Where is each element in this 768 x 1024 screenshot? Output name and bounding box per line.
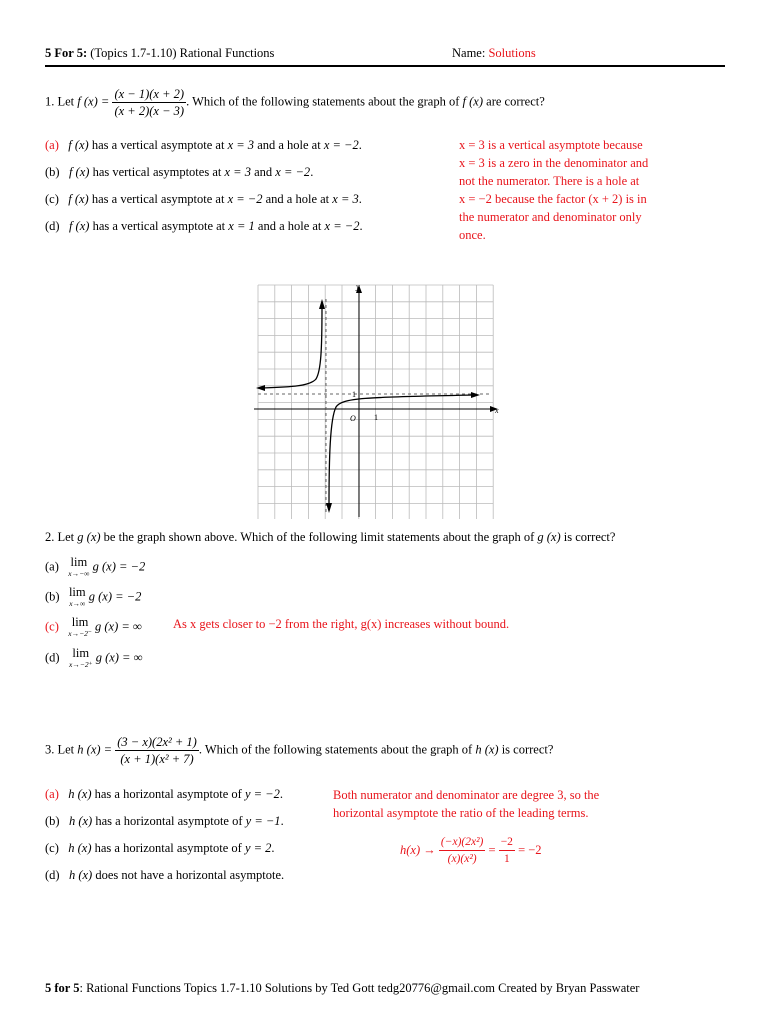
footer-bold: 5 for 5 [45,981,80,995]
header-rule [45,65,725,67]
q1-tail2: are correct? [483,94,545,109]
q1-solution-note [459,136,709,244]
choice-text: . [310,165,314,179]
choice-math: y = 2 [244,841,272,855]
eq-f2-num: −2 [499,834,515,851]
limit-operator [69,586,86,608]
choice-fx: f (x) [68,165,90,179]
note-line: once. [459,228,486,242]
q2-gx2: g (x) [537,530,561,544]
note-line: horizontal asymptote the ratio of the leading terms. [333,806,589,820]
choice-math: g (x) = ∞ [95,650,143,665]
choice-hx: h (x) [68,868,93,882]
q1-denominator: (x + 2)(x − 3) [114,104,185,118]
choice-math: x = 3 [332,192,359,206]
choice-hx: h (x) [68,841,92,855]
q2-tail: be the graph shown above. Which of the following limit statements about the graph of [100,530,538,544]
choice-math: x = 3 [227,138,255,152]
choice-math: y = −2 [244,787,280,801]
limit-operator [68,616,92,638]
q3-choice-d[interactable] [45,868,284,883]
choice-letter: (a) [45,138,59,152]
q3-number: 3. Let [45,742,78,757]
page-header [45,46,274,61]
choice-letter: (d) [45,650,60,665]
q3-hx2: h (x) [475,742,499,757]
footer-text: : Rational Functions Topics 1.7-1.10 Solutions by Ted Gott tedg20776@gmail.com Created by Bryan Passwater [79,981,640,995]
q2-choice-b[interactable] [45,586,141,608]
choice-math: x = −2 [324,219,360,233]
choice-letter: (d) [45,219,60,233]
graph-grid [258,285,493,519]
x-axis-label: x [495,406,499,415]
q1-tail: . Which of the following statements about the graph of [186,94,463,109]
choice-fx: f (x) [68,138,89,152]
choice-letter: (c) [45,192,59,206]
header-bold: 5 For 5: [45,46,88,60]
eq-result: = −2 [518,843,542,857]
name-field [452,46,536,61]
choice-math: g (x) = ∞ [94,619,142,634]
question-2-stem [45,530,615,545]
choice-text: has a vertical asymptote at [88,192,228,206]
x-one-label: 1 [374,413,378,422]
choice-text: . [358,192,362,206]
choice-letter: (c) [45,841,59,855]
q2-choice-a[interactable] [45,556,145,578]
choice-text: has a horizontal asymptote of [91,787,245,801]
q3-solution-equation [400,834,542,867]
note-line: not the numerator. There is a hole at [459,174,640,188]
lim-word: lim [70,555,88,569]
origin-label: O [350,414,356,423]
q3-solution-note [333,786,653,822]
choice-text: has a vertical asymptote at [88,138,228,152]
choice-letter: (b) [45,589,60,604]
q3-numerator: (3 − x)(2x² + 1) [117,735,197,749]
q3-denominator: (x + 1)(x² + 7) [120,752,194,766]
choice-math: x = 3 [224,165,251,179]
choice-text: . [279,787,283,801]
choice-text: and a hole at [262,192,333,206]
q1-choice-b[interactable] [45,165,313,180]
left-branch-arrow-up [319,299,325,309]
choice-text: has a horizontal asymptote of [91,841,245,855]
q3-hx: h (x) = [77,742,113,757]
right-branch-arrow-down [326,503,332,513]
right-branch-arrow-right [471,392,480,398]
eq-f2-den: 1 [503,853,510,865]
question-1-stem [45,86,545,119]
note-line: Both numerator and denominator are degree 3, so the [333,788,600,802]
choice-fx: f (x) [68,219,90,233]
q1-choice-c[interactable] [45,192,362,207]
eq-fraction-1 [439,834,486,867]
name-label: Name: [452,46,489,60]
q1-fx2: f (x) [462,94,484,109]
q3-choice-a[interactable] [45,787,283,802]
choice-text: and a hole at [254,219,325,233]
eq-f1-num: (−x)(2x²) [439,834,486,851]
eq-equals: = [488,843,496,857]
choice-letter: (b) [45,165,60,179]
choice-text: has vertical asymptotes at [89,165,225,179]
left-branch-curve [262,307,322,388]
choice-math: x = 1 [228,219,255,233]
q2-choice-d[interactable] [45,647,143,669]
q2-solution-note: As x gets closer to −2 from the right, g(x) increases without bound. [173,617,510,631]
page-footer [45,981,639,996]
q1-choice-a[interactable] [45,138,362,153]
q3-tail2: is correct? [498,742,554,757]
choice-text: has a vertical asymptote at [89,219,229,233]
choice-math: y = −1 [245,814,281,828]
q1-number: 1. Let [45,94,78,109]
choice-text: and [250,165,276,179]
y-axis-label: y [356,282,360,291]
choice-letter: (c) [45,619,59,634]
choice-text: . [271,841,275,855]
eq-f1-den: (x)(x²) [447,853,477,865]
q3-choice-c[interactable] [45,841,275,856]
q2-gx: g (x) [77,530,101,544]
choice-letter: (a) [45,559,59,574]
q1-fraction [112,86,186,119]
question-3-stem [45,734,553,767]
lim-subscript: x→∞ [69,599,86,608]
choice-math: g (x) = −2 [88,589,142,604]
limit-operator [68,556,89,578]
choice-math: g (x) = −2 [92,559,146,574]
choice-math: x = −2 [227,192,263,206]
note-line: x = −2 because the factor (x + 2) is in [459,192,647,206]
lim-subscript: x→−2⁻ [68,629,92,638]
choice-letter: (a) [45,787,59,801]
choice-hx: h (x) [68,787,92,801]
choice-text: and a hole at [254,138,324,152]
q3-choice-b[interactable] [45,814,284,829]
rational-function-graph [252,279,508,519]
choice-hx: h (x) [68,814,93,828]
q2-tail2: is correct? [560,530,616,544]
lim-subscript: x→−∞ [68,569,90,578]
choice-text: does not have a horizontal asymptote. [92,868,285,882]
note-line: the numerator and denominator only [459,210,642,224]
eq-lhs: h(x) → [400,843,436,857]
choice-text: . [358,138,362,152]
q2-number: 2. Let [45,530,78,544]
choice-text: . [280,814,284,828]
lim-subscript: x→−2⁺ [68,660,93,669]
note-line: x = 3 is a vertical asymptote because [459,138,643,152]
choice-letter: (d) [45,868,60,882]
choice-letter: (b) [45,814,60,828]
q3-fraction [115,734,199,767]
name-value: Solutions [488,46,536,60]
choice-math: x = −2 [323,138,359,152]
q1-numerator: (x − 1)(x + 2) [114,87,185,101]
lim-word: lim [68,585,86,599]
q3-tail: . Which of the following statements about the graph of [198,742,476,757]
choice-text: has a horizontal asymptote of [92,814,246,828]
right-branch-curve [329,395,476,505]
q1-choice-d[interactable] [45,219,363,234]
header-title: (Topics 1.7-1.10) Rational Functions [87,46,275,60]
choice-text: . [359,219,363,233]
q1-fx: f (x) = [77,94,110,109]
choice-fx: f (x) [68,192,89,206]
q2-choice-c[interactable] [45,616,142,638]
note-line: x = 3 is a zero in the denominator and [459,156,649,170]
limit-operator [69,647,93,669]
choice-math: x = −2 [275,165,311,179]
lim-word: lim [72,646,90,660]
y-one-label: 1 [352,390,356,399]
lim-word: lim [71,615,89,629]
eq-fraction-2 [499,834,515,867]
